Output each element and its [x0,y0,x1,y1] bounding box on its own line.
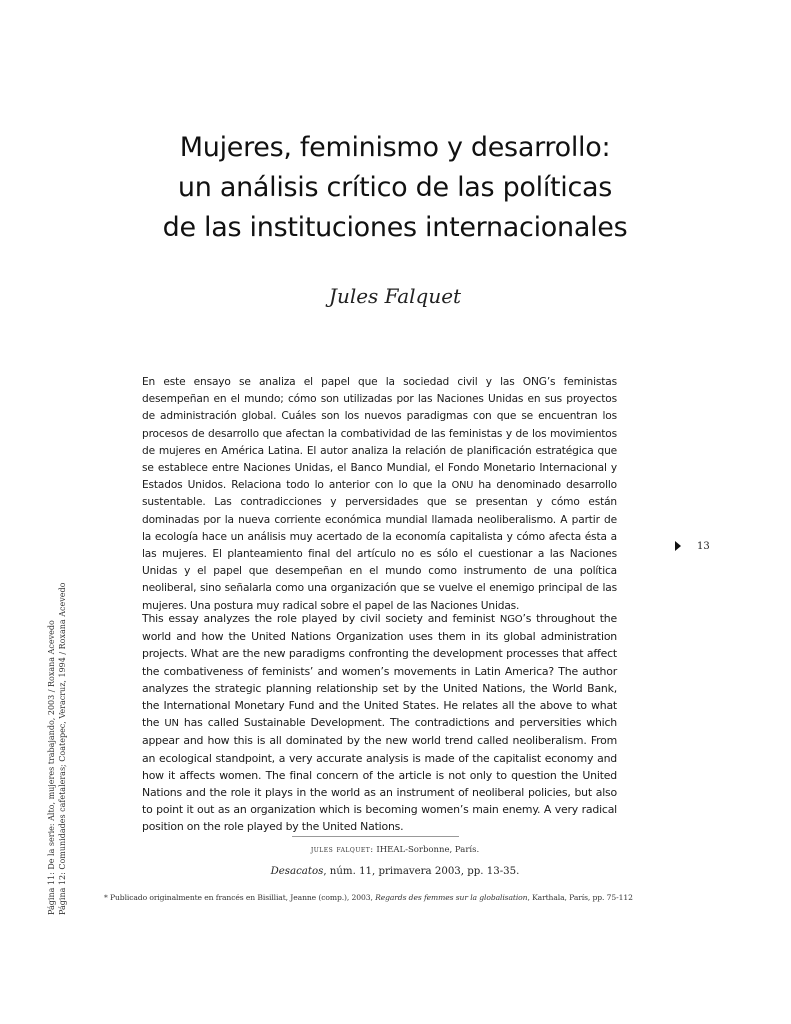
abstract-spanish [142,374,617,615]
footer-divider [292,836,459,837]
abstract-english [142,610,617,836]
page-marker [675,539,710,553]
title-line-1: Mujeres, feminismo y desarrollo: [179,132,611,163]
image-credits [46,583,68,915]
journal-name: Desacatos [270,866,324,877]
citation-details: , núm. 11, primavera 2003, pp. 13-35. [323,866,520,877]
title-line-2: un análisis crítico de las políticas [177,172,613,203]
acronym-ngo: NGO [499,614,523,625]
abstract-es-text-2: ha denominado desarrollo sustentable. Las contradicciones y perversidades que se presentan y cómo están dominadas por la nueva corriente económica mundial llamada neoliberalismo. A partir de la ecología hace un análisis muy acertado de la economía capitalista y cómo afecta ésta a las mujeres. El planteamiento final del artículo no es sólo el cuestionar a las Naciones Unidas y el papel que desempeñan en el mundo como instrumento de una política neoliberal, sino señalarla como una organización que se vuelve el enemigo principal de las mujeres. Una postura muy radical sobre el papel de las Naciones Unidas. [142,479,617,612]
article-title [100,128,690,248]
affiliation-institution: IHEAL-Sorbonne, París. [373,845,480,855]
page-number: 13 [697,540,710,552]
title-line-3: de las instituciones internacionales [162,212,628,243]
abstract-en-text-3: has called Sustainable Development. The contradictions and perversities which appear and how this is all dominated by the new world trend called neoliberalism. From an ecological standpoint, a very accurate analysis is made of the capitalist economy and how it affects women. The final concern of the article is not only to question the United Nations and the role it plays in the world as an instrument of neoliberal policies, but also to point it out as an organization which is becoming women’s main enemy. A very radical position on the role played by the United Nations. [142,716,617,834]
affiliation-author: jules falquet: [310,845,374,855]
author-name: Jules Falquet [328,284,462,308]
footnote-book-title: Regards des femmes sur la globalisation [375,893,528,902]
abstract-en-text-1: This essay analyzes the role played by civil society and feminist [142,612,500,625]
journal-citation [150,866,640,877]
footnote-suffix: , Karthala, París, pp. 75-112 [527,893,633,902]
footnote-prefix: * Publicado originalmente en francés en Bisilliat, Jeanne (comp.), 2003, [104,893,376,902]
abstract-es-text-1: En este ensayo se analiza el papel que la sociedad civil y las ONG’s feministas desempeñan en el mundo; cómo son utilizadas por las Naciones Unidas en sus proyectos de administración global. Cuáles son los nuevos paradigmas con que se encuentran los procesos de desarrollo que afectan la combatividad de las feministas y de los movimientos de mujeres en América Latina. El autor analiza la relación de planificación estratégica que se establece entre Naciones Unidas, el Banco Mundial, el Fondo Monetario Internacional y Estados Unidos. Relaciona todo lo anterior con lo que la [142,376,617,492]
acronym-un: UN [164,718,179,730]
footnote [104,893,664,902]
abstract-en-text-2: ’s throughout the world and how the United Nations Organization uses them in its global administration projects. What are the new paradigms confronting the development processes that affect the combativeness of feminists’ and women’s movements in Latin America? The author analyzes the strategic planning relationship set by the United Nations, the World Bank, the International Monetary Fund and the United States. He relates all the above to what the [142,612,617,730]
triangle-right-icon [675,541,681,551]
acronym-onu: ONU [451,480,474,492]
image-credit-2: Página 12: Comunidades cafetaleras; Coatepec, Veracruz, 1994 / Roxana Acevedo [58,582,67,915]
author-affiliation [200,845,590,855]
image-credit-1: Página 11: De la serie: Alto, mujeres trabajando, 2003 / Roxana Acevedo [47,620,56,915]
